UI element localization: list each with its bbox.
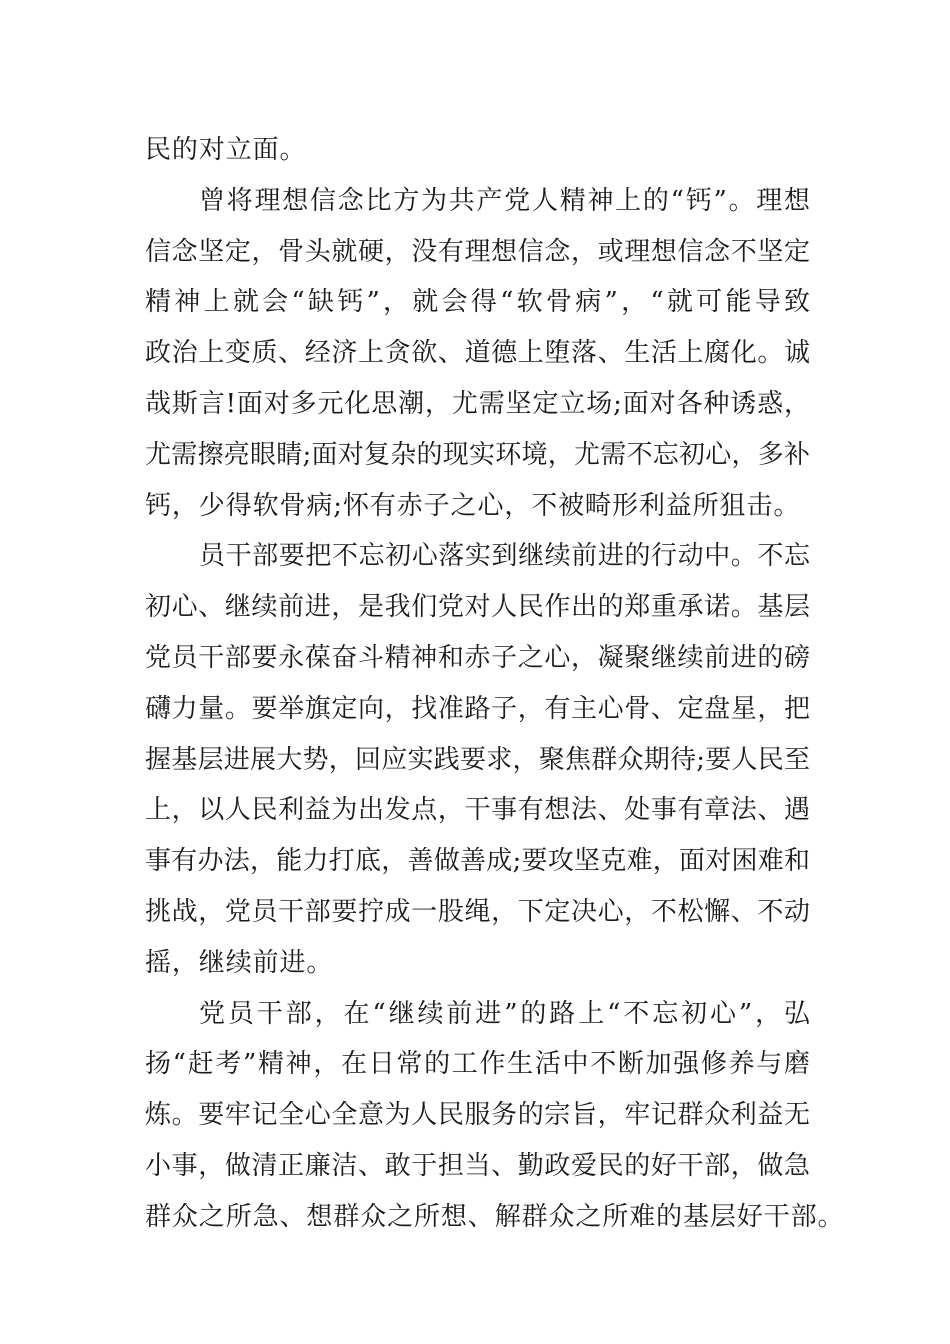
text-line: 炼。要牢记全心全意为人民服务的宗旨，牢记群众利益无 [145, 1100, 810, 1131]
text-line: 握基层进展大势，回应实践要求，聚焦群众期待;要人民至 [145, 744, 810, 775]
text-line: 党员干部要永葆奋斗精神和赤子之心，凝聚继续前进的磅 [145, 642, 810, 673]
body-text [145, 125, 845, 1243]
text-line: 摇，继续前进。 [145, 947, 334, 978]
text-line: 扬“赶考”精神，在日常的工作生活中不断加强修养与磨 [145, 1049, 810, 1080]
text-line: 礴力量。要举旗定向，找准路子，有主心骨、定盘星，把 [145, 693, 810, 724]
text-line: 上，以人民利益为出发点，干事有想法、处事有章法、遇 [145, 795, 810, 826]
text-line: 民的对立面。 [145, 135, 307, 165]
text-line: 曾将理想信念比方为共产党人精神上的“钙”。理想 [199, 185, 810, 216]
text-line: 事有办法，能力打底，善做善成;要攻坚克难，面对困难和 [145, 846, 810, 877]
text-line: 尤需擦亮眼睛;面对复杂的现实环境，尤需不忘初心，多补 [145, 439, 810, 470]
text-line: 员干部要把不忘初心落实到继续前进的行动中。不忘 [199, 541, 810, 572]
text-line: 小事，做清正廉洁、敢于担当、勤政爱民的好干部，做急 [145, 1150, 810, 1181]
text-line: 钙，少得软骨病;怀有赤子之心，不被畸形利益所狙击。 [145, 490, 801, 521]
text-line: 哉斯言!面对多元化思潮，尤需坚定立场;面对各种诱惑， [145, 388, 810, 419]
text-line: 群众之所急、想群众之所想、解群众之所难的基层好干部。 [145, 1201, 845, 1232]
text-line: 党员干部，在“继续前进”的路上“不忘初心”，弘 [199, 998, 810, 1029]
text-line: 信念坚定，骨头就硬，没有理想信念，或理想信念不坚定 [145, 236, 810, 267]
text-line: 初心、继续前进，是我们党对人民作出的郑重承诺。基层 [145, 592, 810, 623]
text-line: 政治上变质、经济上贪欲、道德上堕落、生活上腐化。诚 [145, 338, 810, 369]
text-line: 挑战，党员干部要拧成一股绳，下定决心，不松懈、不动 [145, 896, 810, 927]
text-line: 精神上就会“缺钙”，就会得“软骨病”，“就可能导致 [145, 287, 810, 318]
